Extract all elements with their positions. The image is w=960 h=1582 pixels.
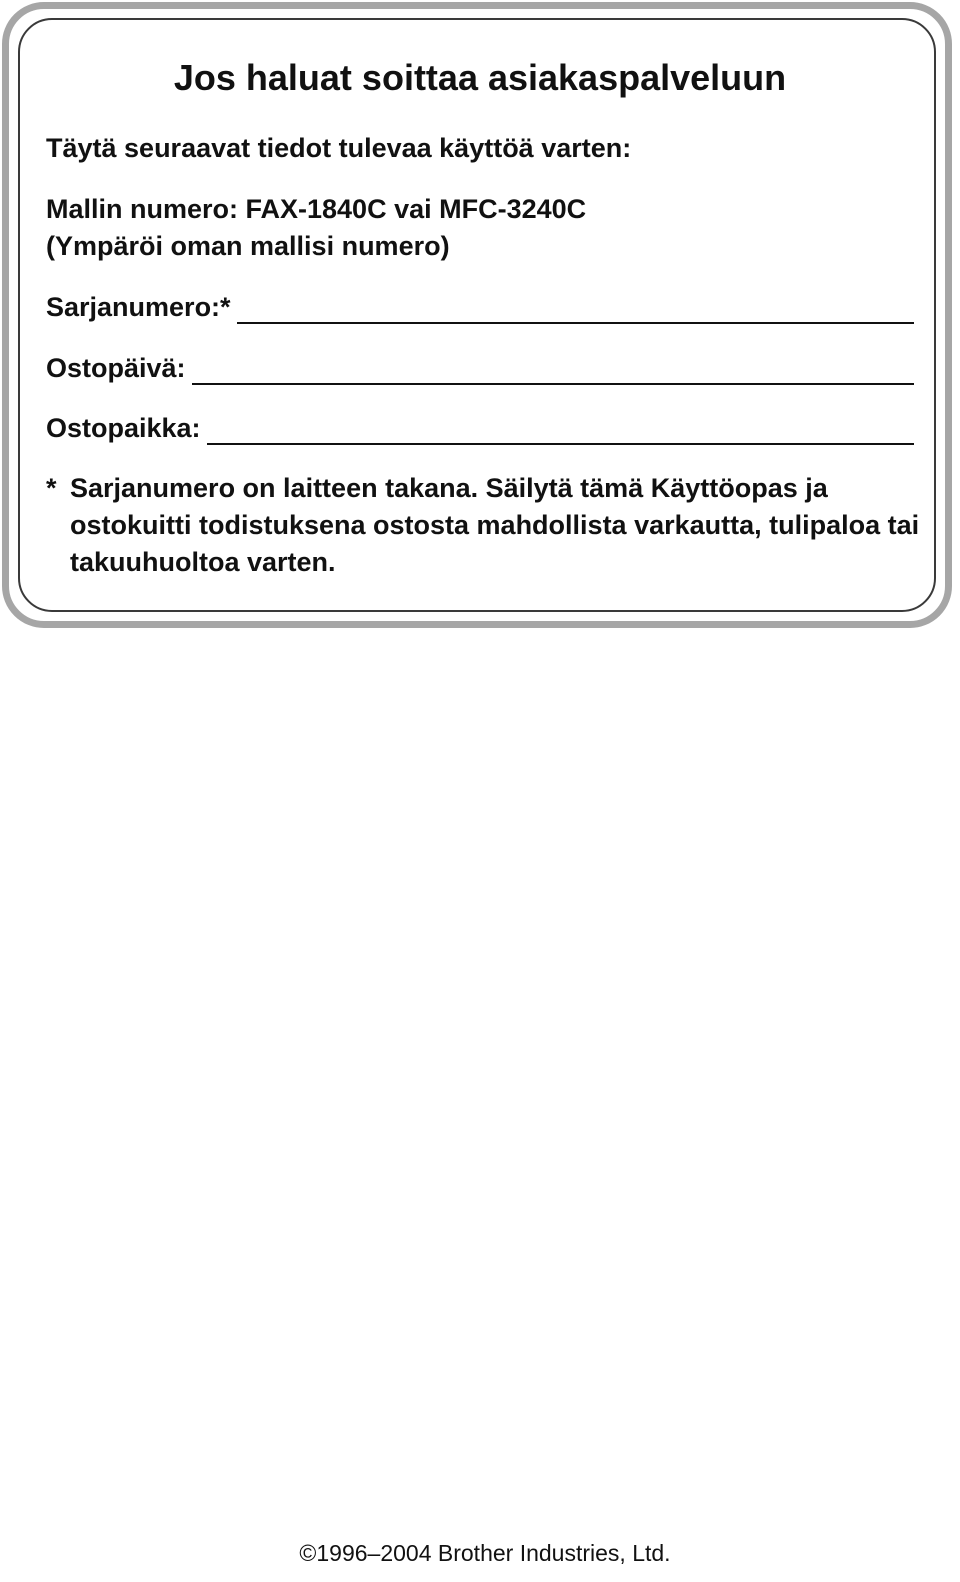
purchase-date-label: Ostopäivä: xyxy=(46,353,186,383)
note-text: Sarjanumero on laitteen takana. Säilytä tämä Käyttöopas ja ostokuitti todistuksena ostosta mahdollista varkautta, tulipaloa tai takuuhuoltoa varten. xyxy=(70,473,920,577)
purchase-place-blank-line xyxy=(207,416,914,445)
serial-number-note xyxy=(46,470,920,581)
purchase-date-field xyxy=(46,351,914,385)
copyright-notice: ©1996–2004 Brother Industries, Ltd. xyxy=(299,1540,671,1566)
serial-number-blank-line xyxy=(237,295,914,324)
serial-number-label: Sarjanumero:* xyxy=(46,292,231,322)
purchase-place-label: Ostopaikka: xyxy=(46,413,201,443)
model-number-line: Mallin numero: FAX-1840C vai MFC-3240C xyxy=(46,194,587,224)
page-title: Jos haluat soittaa asiakaspalveluun xyxy=(173,57,787,98)
purchase-place-field xyxy=(46,411,914,445)
note-marker: * xyxy=(46,473,57,503)
model-number-hint: (Ympäröi oman mallisi numero) xyxy=(46,231,450,261)
purchase-date-blank-line xyxy=(192,356,914,385)
intro-text: Täytä seuraavat tiedot tulevaa käyttöä varten: xyxy=(46,133,632,163)
serial-number-field xyxy=(46,290,914,324)
